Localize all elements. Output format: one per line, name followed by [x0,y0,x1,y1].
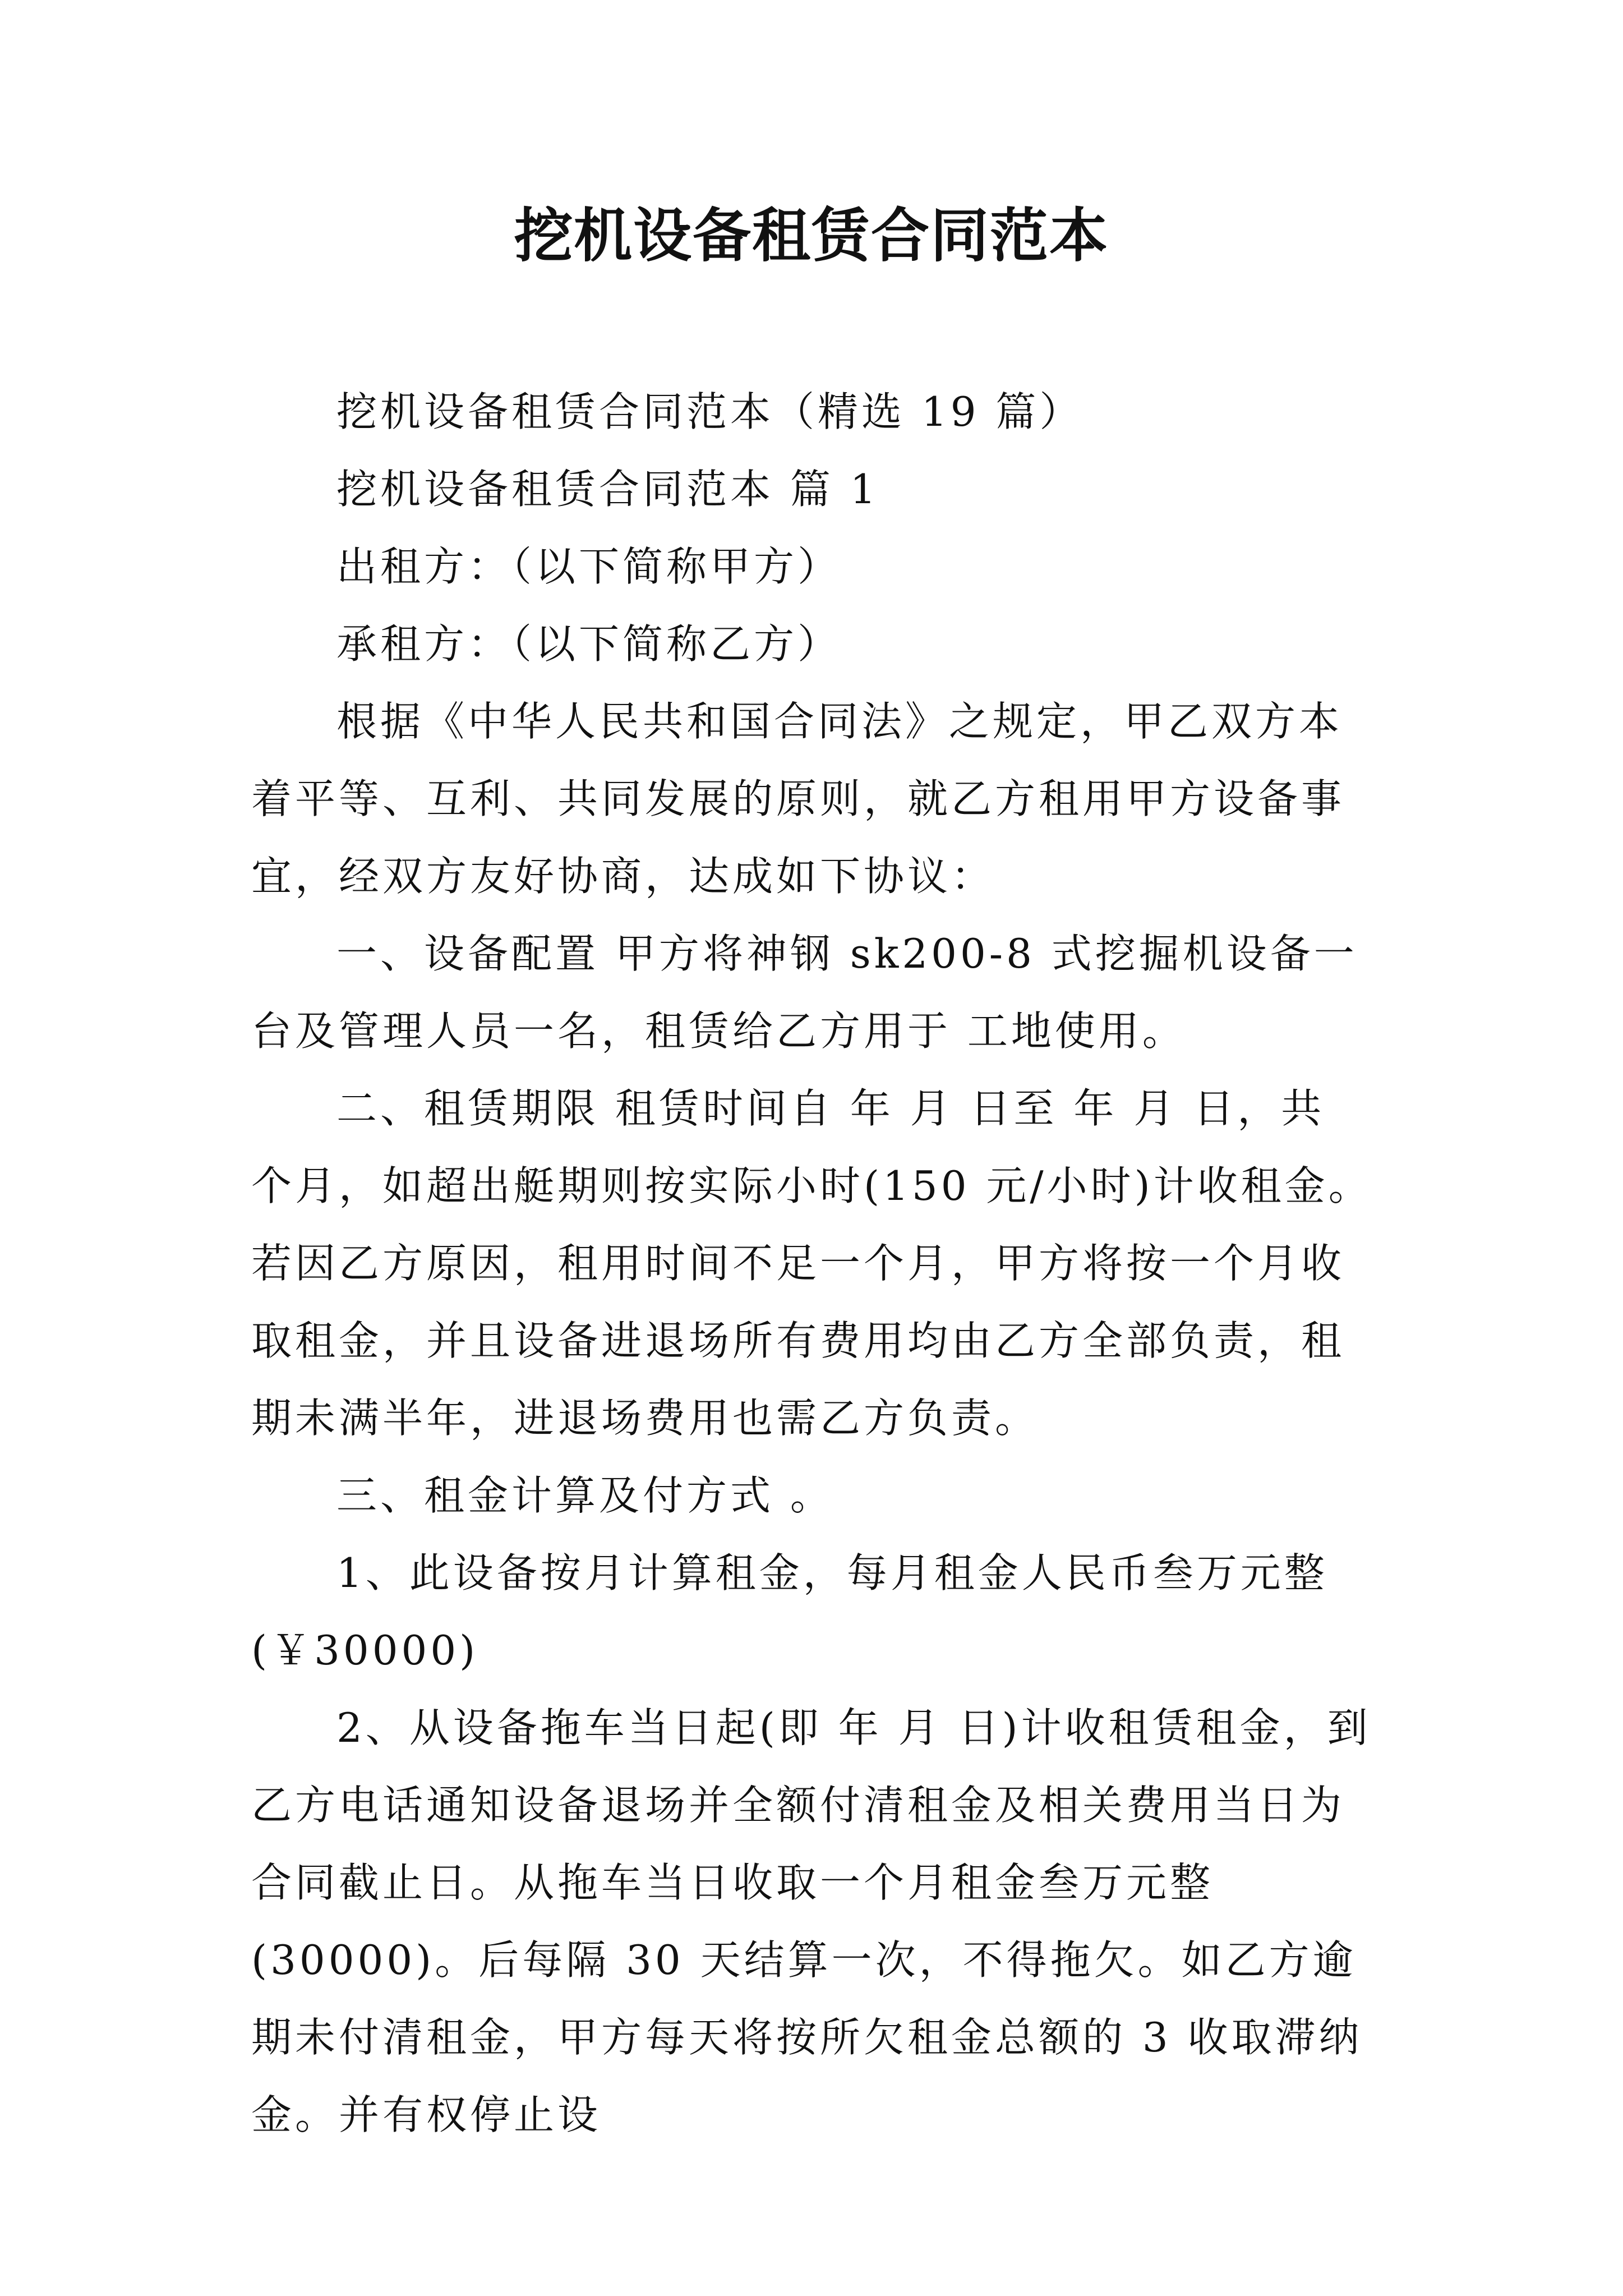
paragraph-section-heading: 挖机设备租赁合同范本 篇 1 [336,466,879,513]
document-title: 挖机设备租赁合同范本 [514,201,1109,270]
paragraph-subtitle: 挖机设备租赁合同范本（精选 19 篇） [336,388,1083,435]
paragraph-clause-1: 一、设备配置 甲方将神钢 sk200-8 式挖掘机设备一台及管理人员一名，租赁给乙方用于 工地使用。 [251,930,1358,1055]
paragraph-clause-3-2: 2、从设备拖车当日起(即 年 月 日)计收租赁租金，到乙方电话通知设备退场并全额付清租金及相关费用当日为合同截止日。从拖车当日收取一个月租金叁万元整(30000)。后每隔 30 天结算一次，不得拖欠。如乙方逾期未付清租金，甲方每天将按所欠租金总额的 3 收取滞纳金。并有权停止设 [251,1704,1371,2138]
paragraph-clause-3-1: 1、此设备按月计算租金，每月租金人民币叁万元整(￥30000) [251,1549,1328,1674]
document-body [251,373,1384,2154]
paragraph-clause-3: 三、租金计算及付方式 。 [336,1472,834,1519]
paragraph-lessee: 承租方：（以下简称乙方） [336,620,842,668]
paragraph-lessor: 出租方：（以下简称甲方） [336,543,842,590]
paragraph-clause-2: 二、租赁期限 租赁时间自 年 月 日至 年 月 日，共 个月，如超出艇期则按实际小时(150 元/小时)计收租金。若因乙方原因，租用时间不足一个月，甲方将按一个月收取租金，并且设备进退场所有费用均由乙方全部负责，租期未满半年，进退场费用也需乙方负责。 [251,1085,1372,1442]
paragraph-preamble: 根据《中华人民共和国合同法》之规定，甲乙双方本着平等、互利、共同发展的原则，就乙方租用甲方设备事宜，经双方友好协商，达成如下协议： [251,698,1345,900]
